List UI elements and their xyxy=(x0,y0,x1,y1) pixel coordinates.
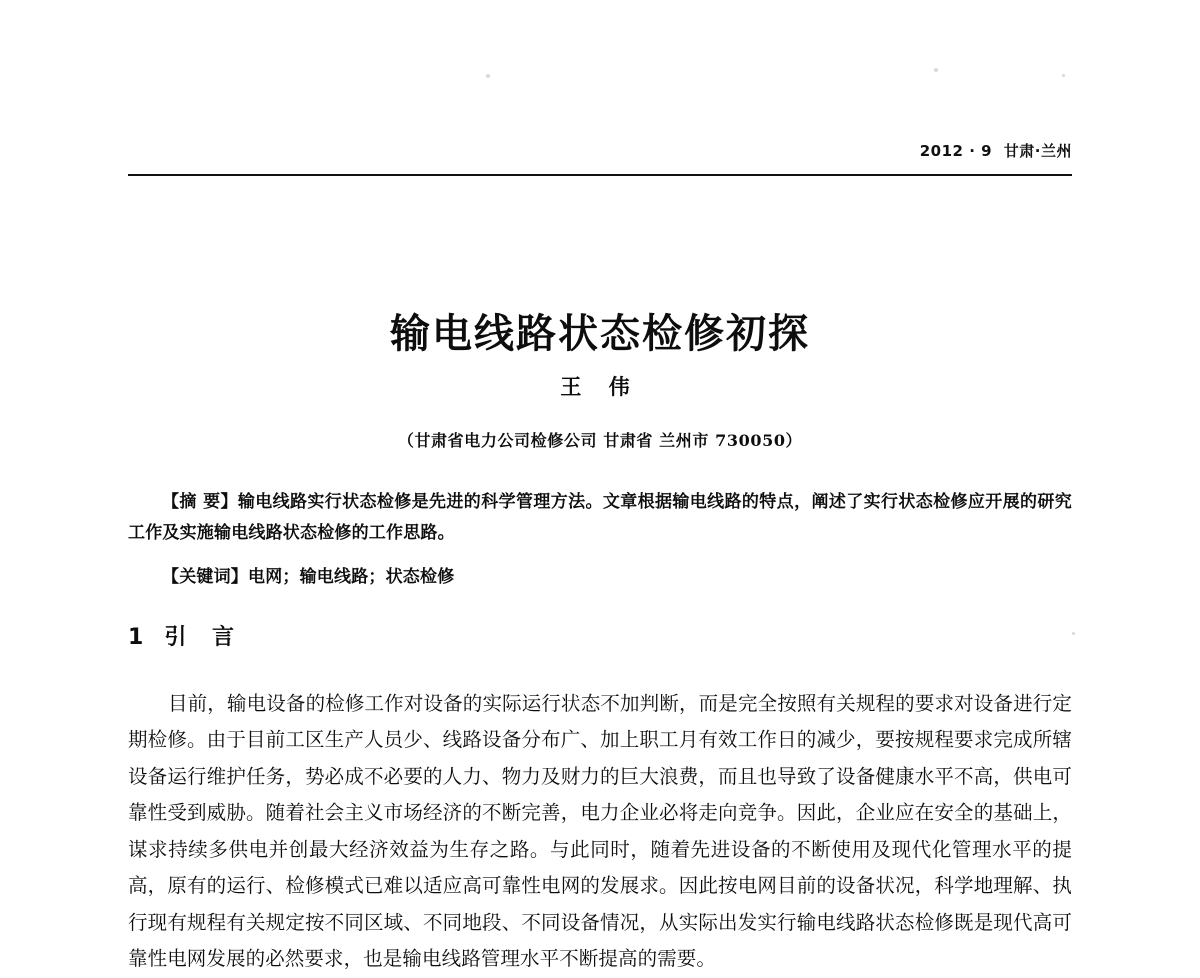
running-head-place: 甘肃·兰州 xyxy=(1003,142,1072,160)
running-head xyxy=(920,140,1072,161)
section-number: 1 xyxy=(128,625,145,650)
abstract-block xyxy=(128,487,1072,549)
scan-speck xyxy=(1072,632,1075,635)
scan-speck xyxy=(486,74,490,78)
author-name: 王 伟 xyxy=(560,374,640,399)
author-affiliation: （甘肃省电力公司检修公司 甘肃省 兰州市 730050） xyxy=(397,431,803,450)
keywords-block xyxy=(128,562,1072,593)
keywords-text: 电网；输电线路；状态检修 xyxy=(248,567,455,587)
abstract-text: 输电线路实行状态检修是先进的科学管理方法。文章根据输电线路的特点，阐述了实行状态检修应开展的研究工作及实施输电线路状态检修的工作思路。 xyxy=(128,492,1072,543)
section-heading xyxy=(128,620,243,651)
scan-speck xyxy=(1062,74,1065,77)
keywords-label: 【关键词】 xyxy=(162,567,248,587)
running-head-separator xyxy=(992,142,1004,160)
page-title: 输电线路状态检修初探 xyxy=(390,309,810,357)
section-paragraph: 目前，输电设备的检修工作对设备的实际运行状态不加判断，而是完全按照有关规程的要求对设备进行定期检修。由于目前工区生产人员少、线路设备分布广、加上职工月有效工作日的减少，要按规程要求完成所辖设备运行维护任务，势必成不必要的人力、物力及财力的巨大浪费，而且也导致了设备健康水平不高，供电可靠性受到威胁。随着社会主义市场经济的不断完善，电力企业必将走向竞争。因此，企业应在安全的基础上，谋求持续多供电并创最大经济效益为生存之路。与此同时，随着先进设备的不断使用及现代化管理水平的提高，原有的运行、检修模式已难以适应高可靠性电网的发展求。因此按电网目前的设备状况，科学地理解、执行现有规程有关规定按不同区域、不同地段、不同设备情况，从实际出发实行输电线路状态检修既是现代高可靠性电网发展的必然要求，也是输电线路管理水平不断提高的需要。 xyxy=(128,691,1072,970)
running-head-date: 2012 · 9 xyxy=(919,142,993,160)
abstract-label: 【摘 要】 xyxy=(162,492,238,512)
scan-speck xyxy=(934,68,938,72)
section-title: 引 言 xyxy=(164,625,243,650)
header-rule xyxy=(128,174,1072,176)
